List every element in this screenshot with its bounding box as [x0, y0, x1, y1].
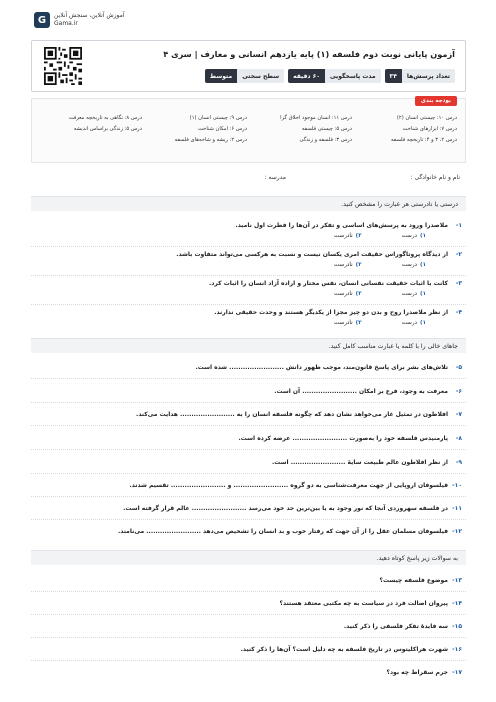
option-true[interactable]: ۱)درست [401, 291, 426, 297]
meta-value: ۶۰ دقیقه [288, 69, 325, 83]
question-item [31, 646, 466, 662]
exam-meta [205, 69, 455, 83]
question-text: تلاش‌های بشر برای پاسخ قانون‌مند، موجب ظهور دانش ........................ شده است. [195, 364, 448, 371]
divider [31, 660, 466, 661]
answer-options [334, 233, 426, 239]
question-number: ۶- [455, 388, 462, 395]
brand-text [54, 12, 125, 28]
question-item [31, 435, 466, 451]
meta-value: ۳۴ [385, 69, 402, 83]
lesson-item: درس ۱۰: چیستی انسان (۲) [396, 115, 457, 121]
question-number: ۲- [455, 251, 462, 258]
question-number: ۱۴- [452, 600, 462, 607]
answer-options [334, 291, 426, 297]
option-true[interactable]: ۱)درست [401, 320, 426, 326]
option-true[interactable]: ۱)درست [401, 233, 426, 239]
question-text: معرفت به وجود، فرع بر امکان ........................ آن است. [274, 388, 448, 395]
question-item [31, 623, 466, 639]
budget-badge: بودجه بندی [415, 96, 457, 106]
question-text: پارمنیدس فلسفه خود را به‌صورت ........................ عرضه کرده است. [238, 435, 448, 442]
question-item [31, 309, 466, 335]
divider [31, 304, 466, 305]
question-text: از دیدگاه پروتاگوراس حقیقت امری یکسان نیست و نسبت به هرکسی می‌تواند متفاوت باشد. [176, 251, 448, 258]
lesson-item: درس ۵: چیستی فلسفه [301, 126, 352, 132]
question-text: در فلسفه سهروردی آنجا که نور وجود به یا بین‌ترین حد خود می‌رسد ........................ عالم قرار گرفته است. [123, 505, 448, 512]
meta-key: تعداد پرسش‌ها [402, 69, 455, 83]
divider [31, 246, 466, 247]
question-text: فیلسوفان مسلمان عقل را از آن جهت که رفتار خوب و بد انسان را تشخیص می‌دهد ........................ می‌نامند. [117, 528, 448, 535]
question-text: فیلسوفان اروپایی از جهت معرفت‌شناسی به دو گروه ........................ و ........................ تقسیم شدند. [129, 482, 448, 489]
lesson-item: درس ۶: امکان شناخت [198, 126, 247, 132]
question-number: ۱۱- [452, 505, 462, 512]
option-false[interactable]: ۲)نادرست [334, 291, 362, 297]
divider [31, 449, 466, 450]
divider [31, 614, 466, 615]
divider [31, 496, 466, 497]
question-item [31, 251, 466, 277]
lesson-item: درس ۹: چیستی انسان (۱) [189, 115, 247, 121]
question-number: ۱۲- [452, 528, 462, 535]
question-number: ۸- [455, 435, 462, 442]
difficulty [205, 69, 284, 83]
option-false[interactable]: ۲)نادرست [334, 233, 362, 239]
gama-logo-icon: G [34, 12, 50, 28]
question-text: موضوع فلسفه چیست؟ [379, 577, 448, 584]
student-info [31, 170, 466, 186]
lesson-item: درس ۳: فلسفه و زندگی [299, 137, 352, 143]
school-field-label: مدرسه : [264, 174, 286, 181]
qr-code-icon [44, 47, 82, 85]
lesson-item: درس ۱۱: انسان موجود اخلاق گرا [280, 115, 352, 121]
question-number: ۱۵- [452, 623, 462, 630]
divider [31, 519, 466, 520]
question-item [31, 669, 466, 685]
lesson-item: درس ۷: ابزارهای شناخت [402, 126, 457, 132]
question-item [31, 600, 466, 616]
lesson-item: درس ۲، ۳ و ۴: تاریخچه فلسفه [390, 137, 457, 143]
question-item [31, 411, 466, 427]
section-true-false: درستی یا نادرستی هر عبارت را مشخص کنید. [31, 196, 466, 211]
question-number: ۱- [455, 222, 462, 229]
question-text: از نظر ملاصدرا روح و بدن دو چیز مجزا از یکدیگر هستند و وحدت حقیقی ندارند. [214, 309, 448, 316]
brand-tagline: آموزش آنلاین، سنجش آنلاین [54, 12, 125, 19]
question-item [31, 459, 466, 475]
option-false[interactable]: ۲)نادرست [334, 320, 362, 326]
question-number: ۵- [455, 364, 462, 371]
exam-title: آزمون پایانی نوبت دوم فلسفه (۱) پایه یازدهم انسانی و معارف | سری ۴ [163, 49, 455, 59]
lesson-list [37, 115, 457, 143]
divider [31, 402, 466, 403]
question-number: ۴- [455, 309, 462, 316]
section-short-answer: به سوالات زیر پاسخ کوتاه دهید. [31, 550, 466, 565]
lessons-budget [31, 98, 466, 163]
question-number: ۳- [455, 280, 462, 287]
question-text: ملاصدرا ورود به پرسش‌های اساسی و تفکر در آن‌ها را فطرت اول نامید. [235, 222, 448, 229]
question-text: شهرت هراکلیتوس در تاریخ فلسفه به چه دلیل است؟ آن‌ها را ذکر کنید. [240, 646, 448, 653]
divider [31, 425, 466, 426]
question-item [31, 280, 466, 306]
divider [31, 275, 466, 276]
divider [31, 591, 466, 592]
section-fill-blank: جاهای خالی را با کلمه یا عبارت مناسب کامل کنید. [31, 338, 466, 353]
question-number: ۱۰- [452, 482, 462, 489]
question-item [31, 505, 466, 521]
question-text: سه فایدهٔ تفکر فلسفی را ذکر کنید. [343, 623, 448, 630]
name-field-label: نام و نام خانوادگی : [410, 174, 460, 181]
question-item [31, 482, 466, 498]
question-number: ۱۷- [452, 669, 462, 676]
meta-value: متوسط [205, 69, 237, 83]
question-item [31, 222, 466, 248]
question-number: ۱۳- [452, 577, 462, 584]
brand-domain: Gama.ir [54, 20, 78, 27]
question-number: ۱۶- [452, 646, 462, 653]
question-item [31, 577, 466, 593]
question-number: ۷- [455, 411, 462, 418]
exam-header [31, 40, 466, 92]
brand[interactable] [34, 12, 125, 28]
option-true[interactable]: ۱)درست [401, 262, 426, 268]
question-text: از نظر افلاطون عالم طبیعت سایهٔ ........................ است. [272, 459, 448, 466]
option-false[interactable]: ۲)نادرست [334, 262, 362, 268]
question-text: جرم سقراط چه بود؟ [386, 669, 448, 676]
lesson-item: درس ۸: نگاهی به تاریخچه معرفت [68, 115, 142, 121]
divider [31, 378, 466, 379]
lesson-item: درس ۵: زندگی براساس اندیشه [73, 126, 142, 132]
meta-key: سطح سختی [237, 69, 284, 83]
divider [31, 473, 466, 474]
question-text: کانت با اثبات حقیقت نفسانی انسان، نفس مختار و اراده آزاد انسان را اثبات کرد. [209, 280, 448, 287]
question-number: ۹- [455, 459, 462, 466]
answer-options [334, 320, 426, 326]
duration [288, 69, 380, 83]
meta-key: مدت پاسخگویی [325, 69, 381, 83]
lesson-item: درس ۲: ریشه و شاخه‌های فلسفه [174, 137, 247, 143]
question-item [31, 388, 466, 404]
question-item [31, 364, 466, 380]
question-item [31, 528, 466, 544]
question-text: پیروان اصالت فرد در سیاست به چه مکتبی معتقد هستند؟ [279, 600, 448, 607]
answer-options [334, 262, 426, 268]
question-count [385, 69, 455, 83]
divider [31, 637, 466, 638]
question-text: افلاطون در تمثیل غار می‌خواهد نشان دهد که چگونه فلسفه انسان را به ........................ هدایت می‌کند. [136, 411, 448, 418]
